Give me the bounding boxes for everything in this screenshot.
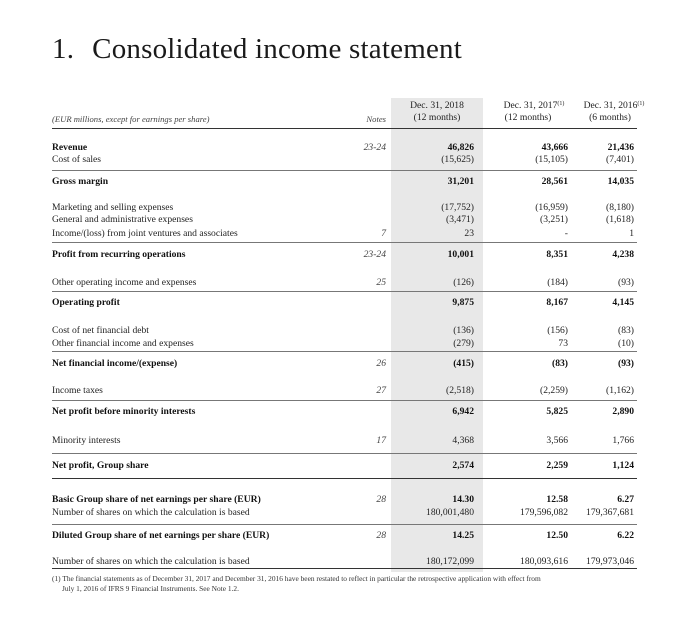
- row-value-2018: 23: [464, 228, 474, 239]
- row-value-2018: 2,574: [452, 460, 474, 471]
- rule-before-footnote: [52, 568, 637, 569]
- row-value-2016: 1,124: [612, 460, 634, 471]
- row-value-2016: (8,180): [606, 202, 634, 213]
- row-value-2016: 4,145: [612, 297, 634, 308]
- page-title: [52, 33, 462, 66]
- col3-period: (6 months): [589, 112, 631, 123]
- row-value-2016: 1: [629, 228, 634, 239]
- row-value-2017: 5,825: [546, 406, 568, 417]
- row-value-2018: (17,752): [441, 202, 474, 213]
- row-value-2016: (7,401): [606, 154, 634, 165]
- row-value-2017: (3,251): [540, 214, 568, 225]
- row-value-2018: 10,001: [447, 249, 474, 260]
- row-label: General and administrative expenses: [52, 214, 193, 225]
- row-value-2016: (93): [618, 358, 634, 369]
- row-label: Marketing and selling expenses: [52, 202, 174, 213]
- row-value-2016: 179,973,046: [586, 556, 634, 567]
- col3-date: Dec. 31, 2016: [583, 100, 638, 111]
- rule-after-cost-of-sales: [52, 170, 637, 171]
- row-value-2016: 2,890: [612, 406, 634, 417]
- row-value-2017: 28,561: [541, 176, 568, 187]
- row-value-2018: (136): [453, 325, 474, 336]
- row-label: Minority interests: [52, 435, 121, 446]
- row-value-2017: 179,596,082: [520, 507, 568, 518]
- row-value-2018: 180,172,099: [426, 556, 474, 567]
- rule-after-net-profit: [52, 478, 637, 479]
- row-value-2016: (1,162): [606, 385, 634, 396]
- row-label: Other operating income and expenses: [52, 277, 197, 288]
- row-note: 26: [376, 358, 386, 369]
- rule-after-other-financial: [52, 351, 637, 352]
- row-value-2017: 180,093,616: [520, 556, 568, 567]
- row-value-2018: 14.25: [452, 530, 474, 541]
- row-value-2017: 43,666: [541, 142, 568, 153]
- row-value-2018: 9,875: [452, 297, 474, 308]
- row-value-2016: 1,766: [612, 435, 634, 446]
- row-value-2017: 12.50: [546, 530, 568, 541]
- row-label: Diluted Group share of net earnings per share (EUR): [52, 530, 270, 541]
- row-value-2018: (2,518): [446, 385, 474, 396]
- row-value-2018: (3,471): [446, 214, 474, 225]
- rule-after-income-taxes: [52, 400, 637, 401]
- row-value-2018: (279): [453, 338, 474, 349]
- footnote-line-1: (1) The financial statements as of December 31, 2017 and December 31, 2016 have been restated to reflect in particular the retrospective application with effect from: [52, 574, 541, 583]
- row-value-2018: 14.30: [452, 494, 474, 505]
- row-value-2017: (184): [547, 277, 568, 288]
- row-value-2016: 179,367,681: [586, 507, 634, 518]
- row-label: Net financial income/(expense): [52, 358, 178, 369]
- row-note: 17: [376, 435, 386, 446]
- row-value-2017: (15,105): [535, 154, 568, 165]
- row-note: 7: [381, 228, 386, 239]
- row-note: 23-24: [363, 142, 386, 153]
- rule-after-minority: [52, 453, 637, 454]
- row-value-2018: (15,625): [441, 154, 474, 165]
- row-note: 23-24: [363, 249, 386, 260]
- row-note: 25: [376, 277, 386, 288]
- units-label: (EUR millions, except for earnings per share): [52, 114, 210, 124]
- section-title: Consolidated income statement: [92, 33, 462, 65]
- row-value-2017: 73: [558, 338, 568, 349]
- row-value-2018: 6,942: [452, 406, 474, 417]
- row-label: Net profit, Group share: [52, 460, 149, 471]
- row-label: Profit from recurring operations: [52, 249, 186, 260]
- col3-footnote-ref: (1): [637, 101, 645, 107]
- row-label: Net profit before minority interests: [52, 406, 196, 417]
- row-value-2018: 4,368: [452, 435, 474, 446]
- row-value-2016: 21,436: [607, 142, 634, 153]
- row-note: 28: [376, 530, 386, 541]
- row-value-2016: (10): [618, 338, 634, 349]
- row-label: Revenue: [52, 142, 88, 153]
- rule-after-other-operating: [52, 291, 637, 292]
- row-value-2018: (415): [453, 358, 474, 369]
- row-label: Cost of net financial debt: [52, 325, 149, 336]
- row-value-2017: 3,566: [546, 435, 568, 446]
- col3-date-header: [578, 100, 650, 111]
- row-label: Income taxes: [52, 385, 103, 396]
- col1-date: Dec. 31, 2018: [410, 100, 464, 111]
- row-value-2016: 14,035: [607, 176, 634, 187]
- row-value-2018: 31,201: [447, 176, 474, 187]
- col2-date-header: [488, 100, 580, 111]
- row-value-2017: 12.58: [546, 494, 568, 505]
- row-value-2017: 2,259: [546, 460, 568, 471]
- row-label: Number of shares on which the calculation is based: [52, 556, 250, 567]
- row-label: Gross margin: [52, 176, 109, 187]
- header-rule: [52, 128, 637, 129]
- col1-period: (12 months): [413, 112, 461, 123]
- rule-after-jv-income: [52, 242, 637, 243]
- row-value-2018: 46,826: [447, 142, 474, 153]
- row-value-2016: 6.22: [617, 530, 634, 541]
- row-value-2017: 8,167: [546, 297, 568, 308]
- row-value-2017: (83): [552, 358, 568, 369]
- row-value-2016: (93): [618, 277, 634, 288]
- row-value-2018: (126): [453, 277, 474, 288]
- col2-footnote-ref: (1): [557, 101, 565, 107]
- notes-header: Notes: [366, 114, 386, 124]
- col2-date: Dec. 31, 2017: [503, 100, 558, 111]
- row-value-2018: 180,001,480: [426, 507, 474, 518]
- rule-after-basic-shares: [52, 524, 637, 525]
- footnote-line-2: July 1, 2016 of IFRS 9 Financial Instruments. See Note 1.2.: [62, 584, 239, 593]
- row-note: 28: [376, 494, 386, 505]
- row-label: Operating profit: [52, 297, 120, 308]
- col2-period: (12 months): [504, 112, 552, 123]
- row-label: Other financial income and expenses: [52, 338, 194, 349]
- section-number: 1.: [52, 33, 75, 65]
- row-value-2017: -: [564, 228, 568, 239]
- row-label: Basic Group share of net earnings per share (EUR): [52, 494, 261, 505]
- row-value-2016: (1,618): [606, 214, 634, 225]
- row-note: 27: [376, 385, 386, 396]
- row-label: Cost of sales: [52, 154, 102, 165]
- row-value-2017: 8,351: [546, 249, 568, 260]
- row-value-2017: (156): [547, 325, 568, 336]
- row-value-2016: 6.27: [617, 494, 634, 505]
- row-value-2017: (2,259): [540, 385, 568, 396]
- row-label: Number of shares on which the calculation is based: [52, 507, 250, 518]
- row-value-2017: (16,959): [535, 202, 568, 213]
- row-value-2016: 4,238: [612, 249, 634, 260]
- row-label: Income/(loss) from joint ventures and associates: [52, 228, 238, 239]
- row-value-2016: (83): [618, 325, 634, 336]
